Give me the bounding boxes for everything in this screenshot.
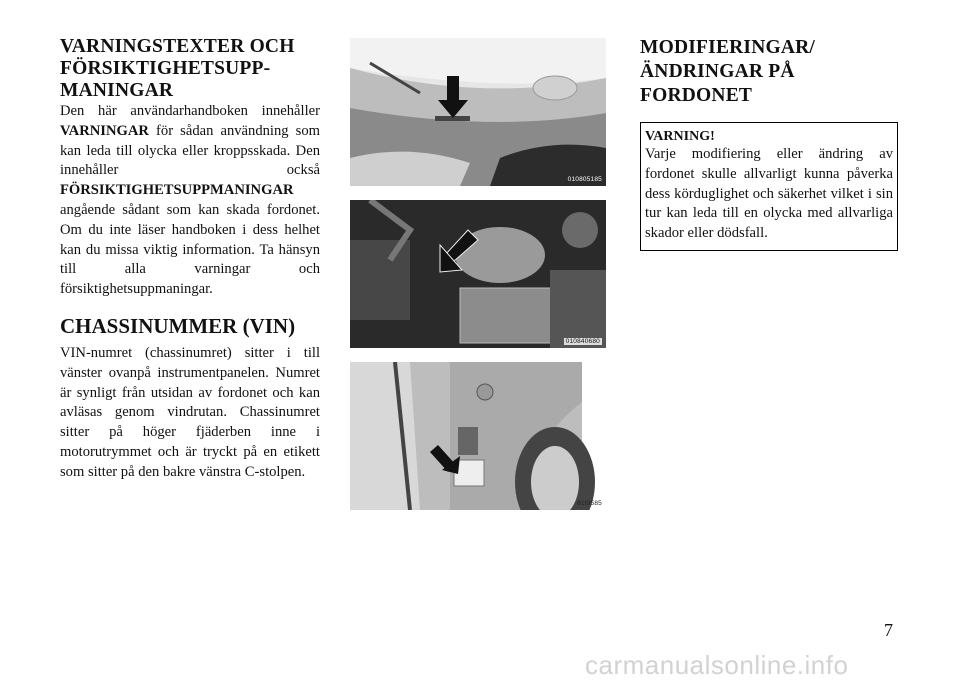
windshield-vin-photo <box>350 38 606 186</box>
vin-heading: CHASSINUMMER (VIN) <box>60 313 296 338</box>
warnings-keyword: VARNINGAR <box>60 122 149 139</box>
warnings-text-d: angående sådant som kan skada fordonet. Om du inte läser handboken i dess helhet kan du missa viktig information. Ta hänsyn till alla varningar och försiktighetsuppmaningar. <box>60 201 320 298</box>
warning-text: Varje modifiering eller ändring av fordonet skulle allvarligt kunna påverka dess körduglighet och säkerhet vilket i sin tur kan leda till en olycka med allvarliga skador eller dödsfall. <box>645 146 893 242</box>
warnings-text-a: Den här användarhandboken innehåller <box>60 103 320 119</box>
watermark: carmanualsonline.info <box>585 650 849 680</box>
warning-title: VARNING! <box>645 129 715 144</box>
photo-code: 81f9585 <box>577 500 602 507</box>
engine-bay-photo <box>350 200 606 348</box>
cautions-keyword: FÖRSIKTIGHETSUPPMANINGAR <box>60 182 294 199</box>
warning-box <box>640 122 898 251</box>
page-number: 7 <box>884 620 893 640</box>
modifications-heading: MODIFIERINGAR/ ÄNDRINGAR PÅ FORDONET <box>640 37 816 106</box>
right-column <box>640 36 898 251</box>
warnings-paragraph <box>60 102 320 300</box>
c-pillar-label-photo <box>350 362 606 510</box>
left-column <box>60 36 320 483</box>
photo-code: 010805185 <box>567 176 602 183</box>
warnings-text-c: för sådan användning som kan leda till olycka eller kroppsskada. Den innehåller också <box>60 122 320 179</box>
warnings-heading: VARNINGSTEXTER OCH FÖRSIKTIGHETSUPP-MANINGAR <box>60 36 295 101</box>
vin-paragraph: VIN-numret (chassinumret) sitter i till vänster ovanpå instrumentpanelen. Numret är synligt från utsidan av fordonet och kan avläsas genom vindrutan. Chassinumret sitter på höger fjäderben inne i motorutrymmet och är tryckt på en etikett som sitter på den bakre vänstra C-stolpen. <box>60 344 320 480</box>
photo-code: 010840680 <box>565 338 600 345</box>
